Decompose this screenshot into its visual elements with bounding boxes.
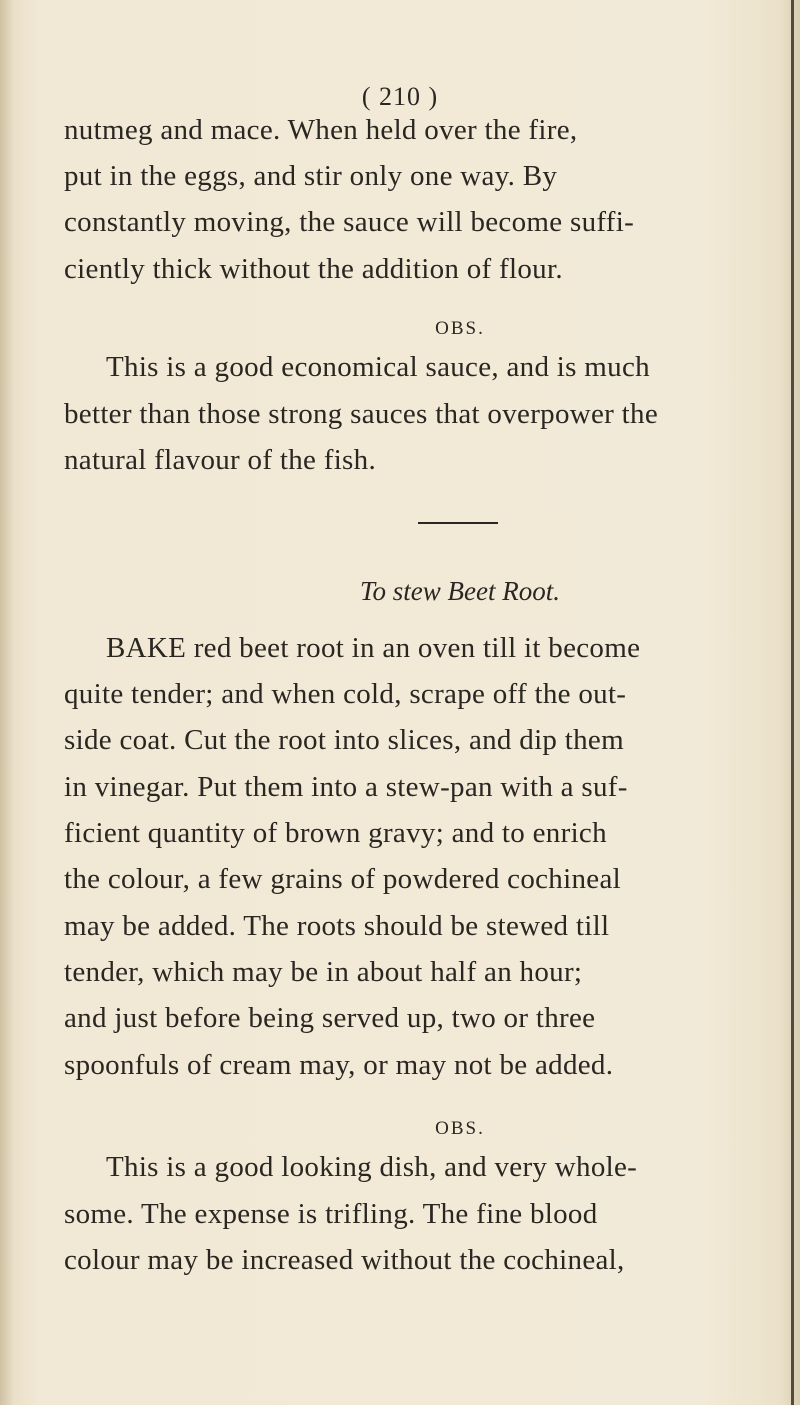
text-line: This is a good looking dish, and very whole- [106, 1151, 638, 1183]
text-line: This is a good economical sauce, and is much [106, 351, 650, 383]
text-line: nutmeg and mace. When held over the fire, [64, 114, 578, 146]
text-line: ciently thick without the addition of flour. [64, 253, 563, 285]
text-line: better than those strong sauces that overpower the [64, 398, 659, 430]
text-line: put in the eggs, and stir only one way. By [64, 160, 558, 192]
text-line: some. The expense is trifling. The fine blood [64, 1198, 598, 1230]
page-edge-line [791, 0, 794, 1405]
text-line: natural flavour of the fish. [64, 444, 376, 476]
text-line: may be added. The roots should be stewed till [64, 910, 610, 942]
text-line: side coat. Cut the root into slices, and dip them [64, 724, 624, 756]
text-line: quite tender; and when cold, scrape off the out- [64, 678, 627, 710]
obs-label: OBS. [435, 1118, 485, 1139]
obs-label: OBS. [435, 318, 485, 339]
recipe-heading: To stew Beet Root. [360, 576, 560, 606]
text-line: in vinegar. Put them into a stew-pan with a suf- [64, 771, 628, 803]
section-divider [418, 522, 498, 524]
text-line: colour may be increased without the cochineal, [64, 1244, 625, 1276]
page-edge-shadow [0, 0, 14, 1405]
text-line: ficient quantity of brown gravy; and to enrich [64, 817, 607, 849]
text-line: and just before being served up, two or three [64, 1002, 596, 1034]
page-number-header: ( 210 ) [361, 82, 439, 111]
text-line: constantly moving, the sauce will become suffi- [64, 206, 635, 238]
text-line: spoonfuls of cream may, or may not be added. [64, 1049, 614, 1081]
text-line: tender, which may be in about half an hour; [64, 956, 583, 988]
text-line: BAKE red beet root in an oven till it become [106, 632, 641, 664]
text-line: the colour, a few grains of powdered cochineal [64, 863, 621, 895]
